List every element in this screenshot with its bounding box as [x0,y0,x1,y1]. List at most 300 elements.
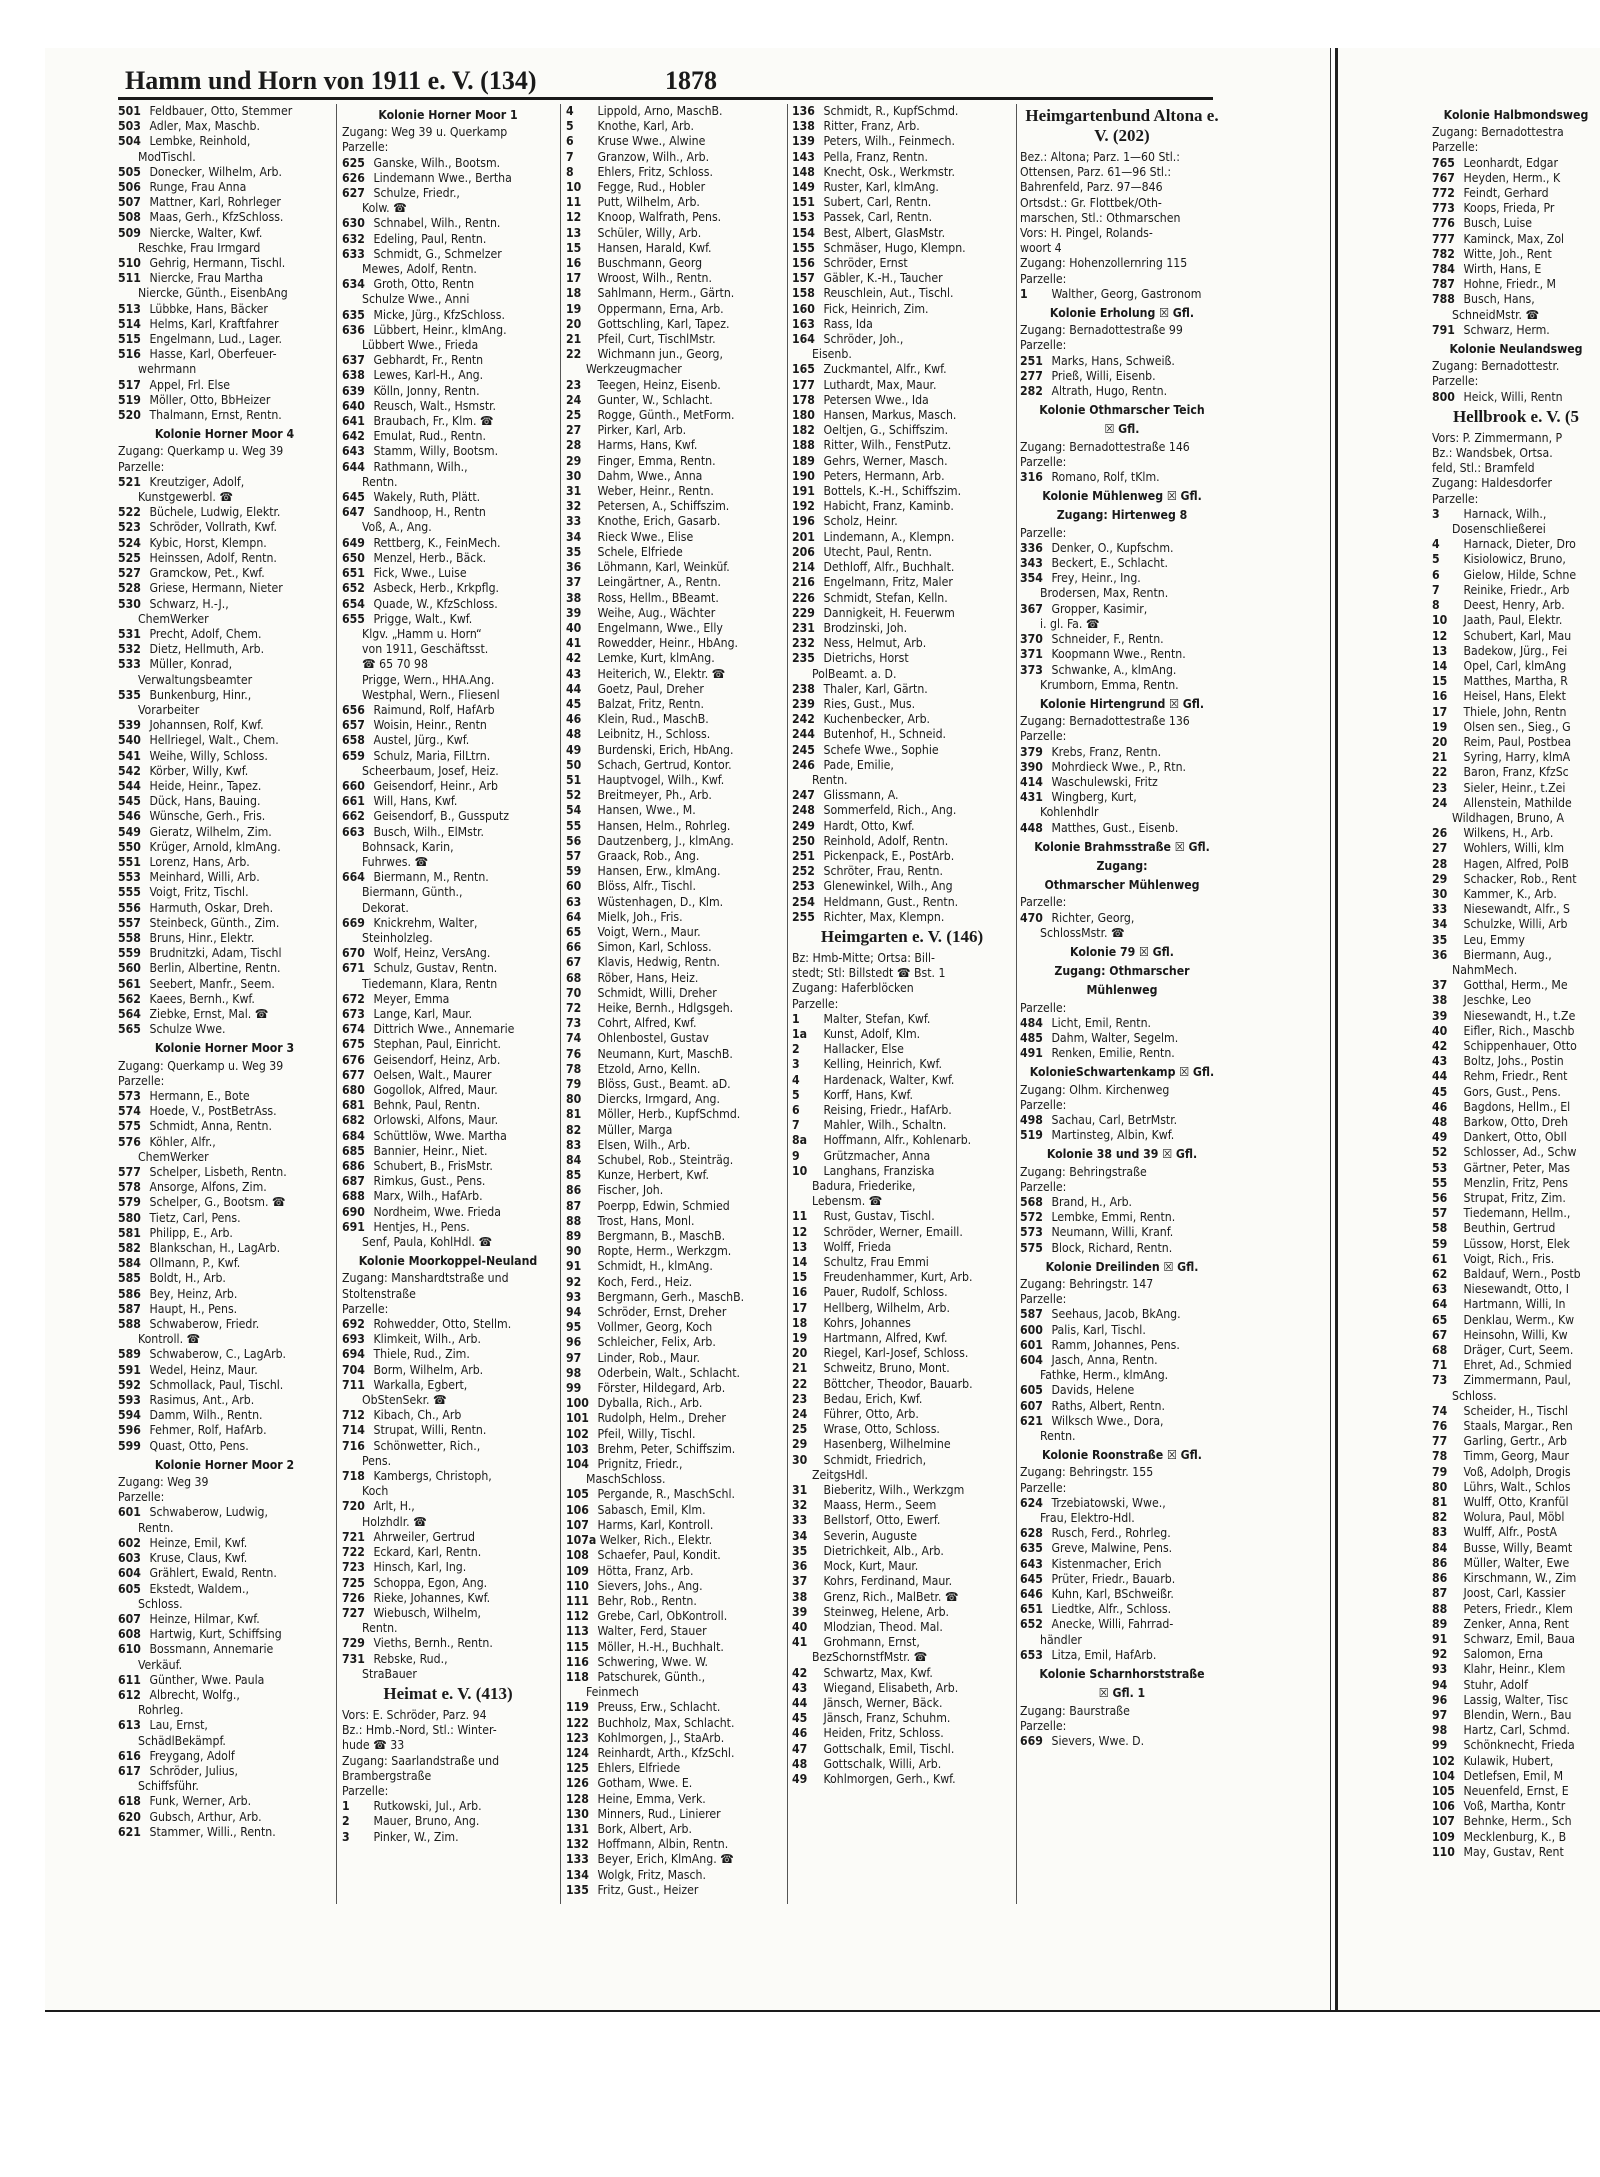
plot-number: 100 [566,1396,589,1411]
directory-entry [1432,1571,1600,1586]
directory-entry [792,1453,1012,1468]
entry-continuation: Klgv. „Hamm u. Horn“ [362,626,482,641]
tenant-name: Engelmann, Fritz, Maler [820,575,953,590]
tenant-name: Neumann, Willi, Kranf. [1048,1225,1174,1240]
directory-entry [566,1822,782,1837]
tenant-name: Palis, Karl, Tischl. [1048,1322,1146,1337]
plot-number: 16 [1432,689,1448,704]
tenant-name: Will, Hans, Kwf. [370,794,458,809]
directory-entry [566,1092,782,1107]
tenant-name: Schach, Gertrud, Kontor. [594,757,732,772]
plot-number: 143 [792,149,815,164]
plot-number: 8a [792,1133,808,1148]
plot-number: 45 [1432,1084,1448,1099]
plot-number: 105 [1432,1783,1455,1798]
tenant-name: Grählert, Ewald, Rentn. [146,1566,277,1581]
directory-entry [118,226,331,241]
plot-number: 773 [1432,201,1455,216]
tenant-name: Witte, Joh., Rent [1460,246,1552,261]
plot-number: 718 [342,1469,365,1484]
entry-continuation: Dekorat. [362,900,409,915]
plot-number: 765 [1432,155,1455,170]
directory-entry [792,834,1012,849]
tenant-name: Walter, Ferd, Stauer [594,1624,707,1639]
colony-info: Parzelle: [1020,1000,1067,1015]
directory-entry [342,156,554,171]
plot-number: 556 [118,900,141,915]
directory-entry [792,423,1012,438]
tenant-name: Rehm, Friedr., Rent [1460,1069,1568,1084]
plot-number: 627 [342,186,365,201]
plot-number: 604 [1020,1353,1043,1368]
directory-entry [792,1088,1012,1103]
directory-entry [118,256,331,271]
directory-entry [342,1499,554,1514]
plot-number: 3 [792,1057,800,1072]
plot-number: 16 [566,256,582,271]
directory-entry [1432,1009,1600,1024]
tenant-name: Kuhn, Karl, BSchweißr. [1048,1587,1174,1602]
directory-entry [1432,857,1600,872]
plot-number: 31 [792,1483,808,1498]
tenant-name: Feindt, Gerhard [1460,186,1549,201]
entry-continuation: Koch [362,1484,389,1499]
colony-heading: Kolonie Halbmondsweg [1443,108,1589,122]
directory-entry [566,514,782,529]
entry-continuation: ModTischl. [138,149,196,164]
tenant-name: Koops, Frieda, Pr [1460,201,1555,216]
tenant-name: Bieberitz, Wilh., Werkzgm [820,1483,965,1498]
directory-entry [566,1503,782,1518]
plot-number: 65 [1432,1312,1448,1327]
directory-entry [566,378,782,393]
tenant-name: Dräger, Curt, Seem. [1460,1343,1574,1358]
plot-number: 164 [792,332,815,347]
plot-number: 586 [118,1286,141,1301]
tenant-name: Reinhardt, Arth., KfzSchl. [594,1745,735,1760]
plot-number: 154 [792,225,815,240]
tenant-name: Schwering, Wwe. W. [594,1654,709,1669]
plot-number: 153 [792,210,815,225]
directory-entry [792,1346,1012,1361]
plot-number: 8 [566,164,574,179]
directory-entry [792,1711,1012,1726]
tenant-name: Neumann, Kurt, MaschB. [594,1046,733,1061]
binding-margin [0,48,46,2013]
directory-entry [1432,1769,1600,1784]
directory-entry [566,1138,782,1153]
plot-number: 531 [118,626,141,641]
tenant-name: Lassig, Walter, Tisc [1460,1692,1569,1707]
plot-number: 40 [1432,1023,1448,1038]
tenant-name: Ganske, Wilh., Bootsm. [370,155,501,170]
directory-entry [342,308,554,323]
plot-number: 254 [792,894,815,909]
directory-entry [1432,1419,1600,1434]
directory-entry [342,460,554,475]
colony-heading: Zugang: Hirtenweg 8 [1056,508,1188,523]
tenant-name: Knothe, Erich, Gasarb. [594,514,721,529]
plot-number: 604 [118,1566,141,1581]
plot-number: 86 [1432,1571,1448,1586]
directory-entry [792,1620,1012,1635]
directory-entry [566,454,782,469]
tenant-name: Dyballa, Rich., Arb. [594,1396,703,1411]
directory-entry [118,916,331,931]
directory-entry [118,992,331,1007]
tenant-name: Beckert, E., Schlacht. [1048,556,1169,571]
plot-number: 133 [566,1852,589,1867]
directory-entry [118,1119,331,1134]
tenant-name: Bagdons, Hellm., El [1460,1099,1571,1114]
directory-entry [566,788,782,803]
plot-number: 157 [792,271,815,286]
directory-entry [118,1439,331,1454]
directory-entry [792,1301,1012,1316]
directory-entry [792,1574,1012,1589]
tenant-name: Adler, Max, Maschb. [146,119,260,134]
plot-number: 37 [792,1574,808,1589]
directory-entry [566,1548,782,1563]
plot-number: 188 [792,438,815,453]
column-2 [342,104,554,1909]
plot-number: 57 [566,848,582,863]
tenant-name: Wünsche, Gerh., Fris. [146,809,266,824]
directory-entry [1020,1648,1224,1663]
tenant-name: Lau, Ernst, [146,1718,208,1733]
tenant-name: Joost, Carl, Kassier [1460,1586,1566,1601]
plot-number: 669 [342,915,365,930]
directory-entry [566,910,782,925]
directory-entry [1020,790,1224,805]
plot-number: 22 [566,347,582,362]
tenant-name: Möller, Herb., KupfSchmd. [594,1107,741,1122]
tenant-name: Mlodzian, Theod. Mal. [820,1619,943,1634]
tenant-name: Gropper, Kasimir, [1048,601,1148,616]
plot-number: 39 [566,605,582,620]
tenant-name: Müller, Konrad, [146,657,233,672]
directory-entry [792,438,1012,453]
tenant-name: Borm, Wilhelm, Arb. [370,1362,484,1377]
directory-entry [792,302,1012,317]
plot-number: 109 [566,1563,589,1578]
directory-entry [1432,1267,1600,1282]
plot-number: 676 [342,1052,365,1067]
tenant-name: Sievers, Johs., Ang. [594,1578,703,1593]
plot-number: 522 [118,505,141,520]
plot-number: 73 [566,1016,582,1031]
tenant-name: Scheider, H., Tischl [1460,1403,1568,1418]
plot-number: 626 [342,170,365,185]
colony-heading: Kolonie Brahmsstraße ☒ Gfl. [1034,839,1210,854]
plot-number: 682 [342,1113,365,1128]
directory-entry [118,1271,331,1286]
tenant-name: Vieths, Bernh., Rentn. [370,1636,493,1651]
plot-number: 27 [566,423,582,438]
directory-entry [1020,571,1224,586]
tenant-name: Brudnitzki, Adam, Tischl [146,946,282,961]
directory-entry [566,1533,782,1548]
plot-number: 43 [1432,1054,1448,1069]
directory-entry [342,718,554,733]
plot-number: 787 [1432,277,1455,292]
plot-number: 24 [566,392,582,407]
directory-entry [118,1423,331,1438]
tenant-name: Schwarz, Herm. [1460,322,1550,337]
plot-number: 104 [1432,1768,1455,1783]
directory-entry [1020,556,1224,571]
directory-entry [792,819,1012,834]
plot-number: 98 [1432,1723,1448,1738]
plot-number: 30 [792,1452,808,1467]
directory-entry [1432,720,1600,735]
directory-entry [1020,384,1224,399]
tenant-name: Jasch, Anna, Rentn. [1048,1353,1158,1368]
entry-continuation: Wildhagen, Bruno, A [1452,810,1565,825]
tenant-name: Busch, Wilh., ElMstr. [370,824,484,839]
plot-number: 791 [1432,322,1455,337]
colony-info: Parzelle: [342,1783,389,1798]
tenant-name: Etzold, Arno, Kelln. [594,1061,701,1076]
entry-continuation: Schloss. [138,1596,183,1611]
tenant-name: Schmidt, Stefan, Kelln. [820,590,948,605]
directory-entry [1432,1602,1600,1617]
tenant-name: Emulat, Rud., Rentn. [370,429,486,444]
directory-entry [566,1366,782,1381]
plot-number: 561 [118,976,141,991]
tenant-name: Thiele, John, Rentn [1460,704,1567,719]
directory-entry [1020,1541,1224,1556]
plot-number: 192 [792,499,815,514]
plot-number: 390 [1020,759,1043,774]
plot-number: 555 [118,885,141,900]
tenant-name: Niercke, Walter, Kwf. [146,225,263,240]
tenant-name: Schoppa, Egon, Ang. [370,1575,488,1590]
tenant-name: Voigt, Fritz, Tischl. [146,885,249,900]
colony-info: Zugang: Behringstraße [1020,1164,1147,1179]
tenant-name: Denklau, Werm., Kw [1460,1312,1575,1327]
directory-entry [342,171,554,186]
tenant-name: Pinker, W., Zim. [370,1829,459,1844]
directory-entry [566,1442,782,1457]
directory-entry [342,1347,554,1362]
plot-number: 24 [792,1407,808,1422]
colony-info: Bez.: Altona; Parz. 1—60 Stl.: [1020,150,1180,164]
tenant-name: Gieratz, Wilhelm, Zim. [146,824,272,839]
entry-continuation: Dosenschließerei [1452,522,1546,537]
directory-entry [566,1016,782,1031]
tenant-name: Tiedemann, Hellm., [1460,1206,1571,1221]
directory-entry [566,1776,782,1791]
directory-entry [342,1129,554,1144]
plot-number: 158 [792,286,815,301]
colony-info: Zugang: Haldesdorfer [1432,476,1552,491]
plot-number: 102 [1432,1753,1455,1768]
tenant-name: Funk, Werner, Arb. [146,1794,252,1809]
tenant-name: Lembke, Emmi, Rentn. [1048,1210,1176,1225]
tenant-name: Gielow, Hilde, Schne [1460,567,1577,582]
tenant-name: Tietz, Carl, Pens. [146,1210,241,1225]
tenant-name: Schulzke, Willi, Arb [1460,917,1568,932]
directory-entry [566,484,782,499]
tenant-name: Schubert, B., FrisMstr. [370,1159,493,1174]
plot-number: 564 [118,1006,141,1021]
plot-number: 33 [1432,902,1448,917]
tenant-name: Ohlenbostel, Gustav [594,1031,709,1046]
directory-entry [1020,1225,1224,1240]
plot-number: 727 [342,1605,365,1620]
tenant-name: Neuenfeld, Ernst, E [1460,1783,1569,1798]
plot-number: 124 [566,1745,589,1760]
directory-entry [566,591,782,606]
tenant-name: Pfeil, Willy, Tischl. [594,1426,696,1441]
tenant-name: Schultz, Frau Emmi [820,1255,929,1270]
tenant-name: Wulff, Otto, Kranfül [1460,1495,1569,1510]
plot-number: 29 [1432,871,1448,886]
tenant-name: Dahm, Walter, Segelm. [1048,1030,1179,1045]
tenant-name: Sommerfeld, Rich., Ang. [820,803,957,818]
tenant-name: Geisendorf, B., Gussputz [370,809,509,824]
directory-entry [1020,1210,1224,1225]
tenant-name: Oderbein, Walt., Schlacht. [594,1365,741,1380]
plot-number: 776 [1432,216,1455,231]
directory-entry [342,1205,554,1220]
directory-entry [118,901,331,916]
plot-number: 672 [342,991,365,1006]
plot-number: 686 [342,1159,365,1174]
plot-number: 371 [1020,647,1043,662]
tenant-name: Heike, Bernh., Hdlgsgeh. [594,1000,734,1015]
colony-info: Parzelle: [1020,895,1067,910]
plot-number: 579 [118,1195,141,1210]
directory-entry [118,1104,331,1119]
tenant-name: Graack, Rob., Ang. [594,848,700,863]
plot-number: 64 [566,909,582,924]
plot-number: 33 [566,514,582,529]
tenant-name: Gottschalk, Emil, Tischl. [820,1741,955,1756]
tenant-name: Thalmann, Ernst, Rentn. [146,408,282,423]
plot-number: 78 [566,1061,582,1076]
directory-entry [118,1673,331,1688]
tenant-name: Büchele, Ludwig, Elektr. [146,505,281,520]
tenant-name: Weihe, Willy, Schloss. [146,748,268,763]
tenant-name: Poerpp, Edwin, Schmied [594,1198,730,1213]
directory-entry [1020,1399,1224,1414]
tenant-name: Heldmann, Gust., Rentn. [820,894,959,909]
entry-continuation: Rentn. [362,474,398,489]
plot-number: 16 [792,1285,808,1300]
plot-number: 533 [118,657,141,672]
tenant-name: Sahlmann, Herm., Gärtn. [594,286,735,301]
plot-number: 568 [1020,1195,1043,1209]
directory-entry [118,551,331,566]
plot-number: 618 [118,1794,141,1809]
plot-number: 11 [566,195,582,210]
plot-number: 31 [566,484,582,499]
directory-entry [342,1159,554,1174]
tenant-name: Mahler, Wilh., Schaltn. [820,1118,947,1133]
directory-entry [1432,1784,1600,1799]
directory-entry [118,505,331,520]
tenant-name: Ollmann, P., Kwf. [146,1256,241,1271]
tenant-name: Schröter, Frau, Rentn. [820,864,943,879]
tenant-name: Kunst, Adolf, Klm. [820,1026,921,1041]
directory-entry [118,733,331,748]
plot-number: 248 [792,803,815,818]
directory-entry [792,134,1012,149]
directory-entry [1020,369,1224,384]
tenant-name: Heisel, Hans, Elekt [1460,689,1566,704]
colony-info: Vors: P. Zimmermann, P [1432,430,1563,445]
tenant-name: Timm, Georg, Maur [1460,1449,1569,1464]
plot-number: 53 [1432,1160,1448,1175]
directory-entry [1432,262,1600,277]
plot-number: 588 [118,1317,141,1332]
plot-number: 109 [1432,1829,1455,1844]
tenant-name: Köhler, Alfr., [146,1134,216,1149]
tenant-name: Lemke, Kurt, klmAng. [594,651,715,666]
plot-number: 35 [792,1543,808,1558]
directory-entry [792,1377,1012,1392]
directory-entry [566,819,782,834]
tenant-name: Röber, Hans, Heiz. [594,970,699,985]
tenant-name: Steinweg, Helene, Arb. [820,1604,950,1619]
plot-number: 528 [118,581,141,596]
directory-entry [1432,568,1600,583]
tenant-name: Ries, Gust., Mus. [820,696,916,711]
directory-entry [566,1427,782,1442]
tenant-name: Kruse, Claus, Kwf. [146,1551,248,1566]
directory-entry [566,1564,782,1579]
directory-entry [1432,171,1600,186]
tenant-name: Luthardt, Max, Maur. [820,377,937,392]
tenant-name: Schmidt, Willi, Dreher [594,985,717,1000]
directory-entry [1020,354,1224,369]
directory-entry [566,1868,782,1883]
plot-number: 624 [1020,1495,1043,1510]
plot-number: 277 [1020,368,1043,383]
plot-number: 15 [792,1270,808,1285]
colony-heading: Mühlenweg [1086,983,1158,998]
plot-number: 79 [1432,1464,1448,1479]
colony-info: Zugang: Bernadottestra [1432,125,1564,140]
plot-number: 115 [566,1639,589,1654]
tenant-name: Kibach, Ch., Arb [370,1408,462,1423]
directory-entry [1020,1113,1224,1128]
plot-number: 722 [342,1545,365,1560]
tenant-name: Gotham, Wwe. E. [594,1776,693,1791]
tenant-name: Utecht, Paul, Rentn. [820,544,933,559]
directory-entry [342,505,554,520]
tenant-name: Krüger, Arnold, klmAng. [146,839,281,854]
directory-entry [1432,1754,1600,1769]
directory-entry [118,271,331,286]
plot-number: 14 [1432,658,1448,673]
plot-number: 182 [792,423,815,438]
tenant-name: Jaath, Paul, Elektr. [1460,613,1563,628]
plot-number: 25 [792,1422,808,1437]
tenant-name: Peters, Hermann, Arb. [820,468,945,483]
directory-entry [566,879,782,894]
plot-number: 643 [342,444,365,459]
directory-entry [1432,841,1600,856]
tenant-name: Pade, Emilie, [820,757,894,772]
directory-entry [792,362,1012,377]
tenant-name: Lippold, Arno, MaschB. [594,104,723,118]
plot-number: 156 [792,256,815,271]
directory-entry [566,1229,782,1244]
directory-entry [1432,1647,1600,1662]
